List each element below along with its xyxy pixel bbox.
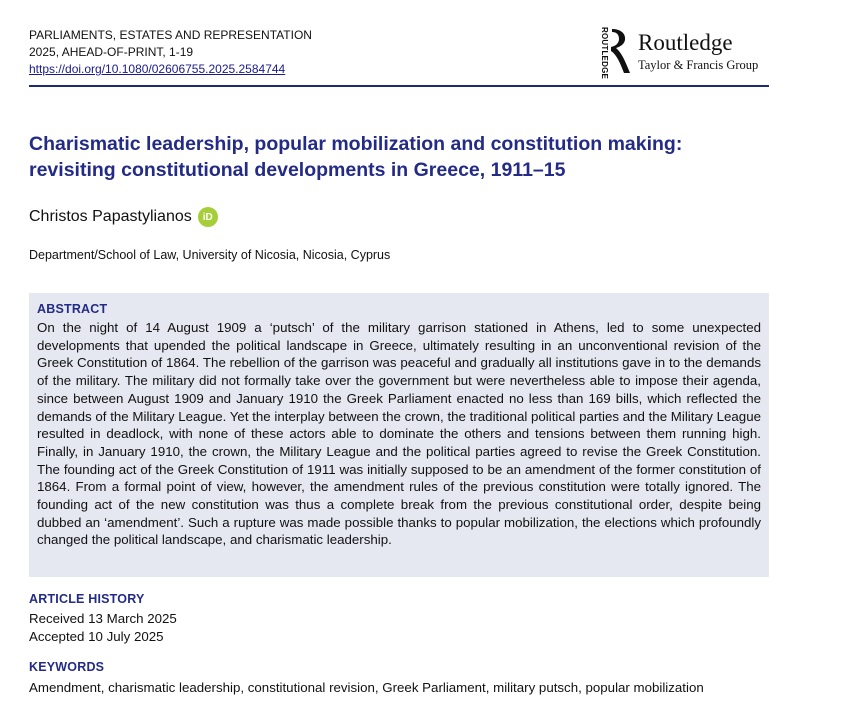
abstract-box <box>29 293 769 577</box>
abstract-heading: ABSTRACT <box>37 302 108 316</box>
orcid-icon[interactable]: iD <box>198 207 218 227</box>
journal-issue: 2025, AHEAD-OF-PRINT, 1-19 <box>29 45 194 59</box>
publisher-name: Routledge <box>638 30 733 55</box>
keywords-list: Amendment, charismatic leadership, constitutional revision, Greek Parliament, military putsch, popular mobilization <box>29 680 704 695</box>
author-row <box>29 205 218 229</box>
journal-info <box>29 27 312 78</box>
publisher-group: Taylor & Francis Group <box>638 58 759 72</box>
article-history-heading: ARTICLE HISTORY <box>29 592 145 606</box>
publisher-logo[interactable] <box>597 27 769 80</box>
doi-link[interactable]: https://doi.org/10.1080/02606755.2025.2584744 <box>29 62 286 76</box>
article-title: Charismatic leadership, popular mobilization and constitution making: revisiting constitutional developments in Greece, 1911–15 <box>29 133 683 181</box>
abstract-text: On the night of 14 August 1909 a ‘putsch’ of the military garrison stationed in Athens, led to some unexpected developments that upended the political landscape in Greece, ultimately resulting in an unconventional revision of the Greek Constitution of 1864. The rebellion of the garrison was peaceful and gradually all institutions gave in to the demands of the military. The military did not formally take over the government but were nevertheless able to impose their agenda, since between August 1909 and January 1910 the Greek Parliament enacted no less than 169 bills, which reflected the demands of the Military League. Yet the interplay between the crown, the traditional political parties and the Military League resulted in deadlock, with none of these actors able to dominate the others and tensions between them running high. Finally, in January 1910, the crown, the Military League and the political parties agreed to revise the Greek Constitution. The founding act of the Greek Constitution of 1911 was initially supposed to be an amendment of the former constitution of 1864. From a formal point of view, however, the amendment rules of the previous constitution were totally ignored. The founding act of the new constitution was thus a complete break from the previous constitutional order, despite being dubbed an ‘amendment’. Such a rupture was made possible thanks to popular mobilization, the elections which profoundly changed the political landscape, and charismatic leadership. <box>37 320 761 548</box>
publisher-vertical-text: ROUTLEDGE <box>600 27 609 80</box>
accepted-date: Accepted 10 July 2025 <box>29 629 164 644</box>
journal-name: PARLIAMENTS, ESTATES AND REPRESENTATION <box>29 28 312 42</box>
affiliation: Department/School of Law, University of Nicosia, Nicosia, Cyprus <box>29 248 391 262</box>
keywords-heading: KEYWORDS <box>29 660 105 674</box>
header-rule <box>29 85 769 87</box>
routledge-mark-icon <box>608 27 632 75</box>
author-name[interactable]: Christos Papastylianos <box>29 208 192 225</box>
received-date: Received 13 March 2025 <box>29 611 177 626</box>
